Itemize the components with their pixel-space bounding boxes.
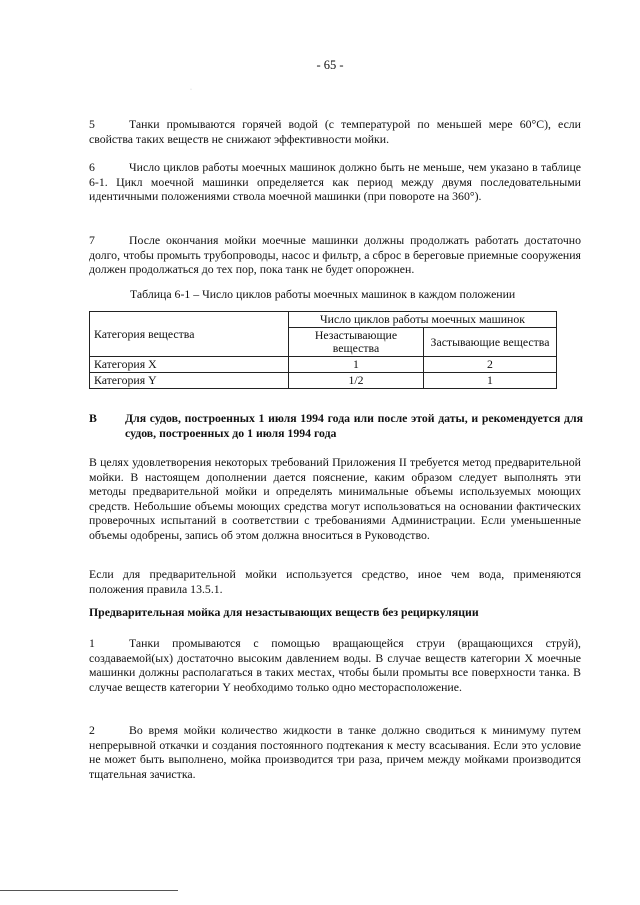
table-caption: Таблица 6-1 – Число циклов работы моечных машинок в каждом положении — [130, 287, 516, 301]
row-value-solidifying: 2 — [424, 357, 557, 373]
table-row — [90, 357, 557, 373]
item-text: Танки промываются горячей водой (с температурой по меньшей мере 60°С), если свойства таких веществ не снижают эффективности мойки. — [89, 117, 581, 146]
item-number: 2 — [89, 723, 95, 737]
item-number: 5 — [89, 117, 95, 131]
page-number: - 65 - — [316, 58, 344, 72]
subsection-heading: Предварительная мойка для незастывающих веществ без рециркуляции — [89, 605, 479, 619]
table-row — [90, 373, 557, 389]
column-header-solidifying: Застывающие вещества — [424, 328, 557, 357]
column-group-header: Число циклов работы моечных машинок — [289, 312, 557, 328]
prewash-item-2 — [89, 723, 581, 781]
item-number: 7 — [89, 233, 95, 247]
item-number: 6 — [89, 160, 95, 174]
row-value-solidifying: 1 — [424, 373, 557, 389]
item-7 — [89, 233, 581, 277]
row-value-non-solidifying: 1 — [289, 357, 424, 373]
footnote-rule — [0, 890, 178, 891]
section-letter: В — [89, 411, 97, 425]
scan-mark: · — [190, 87, 192, 93]
paragraph-intro: В целях удовлетворения некоторых требований Приложения II требуется метод предварительной мойки. В настоящем дополнении дается пояснение, каким образом следует выполнять эти методы предварительной мойки и определять минимальные объемы используемых моющих средств. Небольшие объемы моющих средства могут использоваться на основании фактических проверочных испытаний в соответствии с требованиями Администрации. Если уменьшенные объемы одобрены, запись об этом должна вноситься в Руководство. — [89, 455, 581, 542]
item-number: 1 — [89, 636, 95, 650]
item-text: Танки промываются с помощью вращающейся струи (вращающихся струй), создаваемой(ых) достаточно высоким давлением воды. В случае веществ категории X моечные машинки должны располагаться в таких местах, чтобы были промыты все поверхности танка. В случае веществ категории Y необходимо только одно месторасположение. — [89, 636, 581, 694]
cycles-table — [89, 311, 557, 389]
column-header-category: Категория вещества — [90, 312, 289, 357]
item-text: После окончания мойки моечные машинки должны продолжать работать достаточно долго, чтобы промыть трубопроводы, насос и фильтр, а сброс в береговые приемные сооружения должен продолжаться до тех пор, пока танк не будет опорожнен. — [89, 233, 581, 277]
item-6 — [89, 160, 581, 204]
column-header-non-solidifying: Незастывающие вещества — [289, 328, 424, 357]
item-text: Число циклов работы моечных машинок должно быть не меньше, чем указано в таблице 6-1. Цикл моечной машинки определяется как период между двумя последовательными идентичными положениями ствола моечной машинки (при повороте на 360°). — [89, 160, 581, 204]
row-category: Категория X — [90, 357, 289, 373]
row-value-non-solidifying: 1/2 — [289, 373, 424, 389]
item-5 — [89, 117, 581, 146]
paragraph-other-medium: Если для предварительной мойки используется средство, иное чем вода, применяются положения правила 13.5.1. — [89, 567, 581, 596]
section-title: Для судов, построенных 1 июля 1994 года или после этой даты, и рекомендуется для судов, построенных до 1 июля 1994 года — [125, 411, 583, 440]
prewash-item-1 — [89, 636, 581, 694]
item-text: Во время мойки количество жидкости в танке должно сводиться к минимуму путем непрерывной откачки и создания постоянного подтекания к месту всасывания. Если это условие не может быть выполнено, мойка производится три раза, причем между мойками производится тщательная зачистка. — [89, 723, 581, 781]
row-category: Категория Y — [90, 373, 289, 389]
